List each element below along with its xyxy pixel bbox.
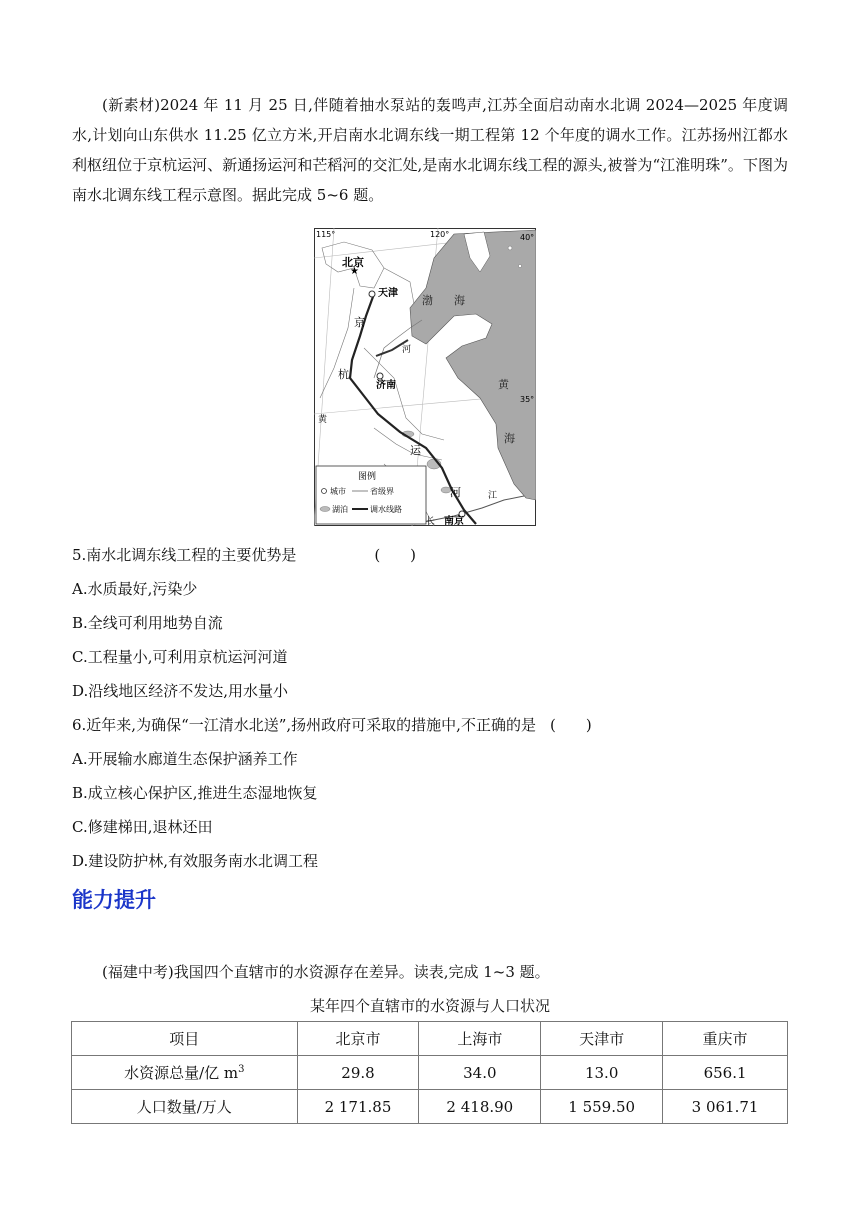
water-population-table	[71, 1021, 788, 1124]
table-cell: 29.8	[297, 1056, 419, 1090]
question-6-option-c: C.修建梯田,退林还田	[72, 818, 213, 836]
answer-bracket: ( )	[374, 546, 417, 564]
sea-label: 黄	[498, 378, 509, 391]
city-label: 南京	[444, 516, 464, 526]
star-icon: ★	[350, 266, 359, 277]
table-cell: 34.0	[419, 1056, 541, 1090]
river-label: 长	[426, 517, 436, 526]
question-6-option-b: B.成立核心保护区,推进生态湿地恢复	[72, 784, 318, 802]
river-label: 河	[402, 345, 412, 355]
table-cell: 656.1	[663, 1056, 788, 1090]
lon-label: 120°	[430, 230, 450, 239]
city-label: 天津	[378, 288, 398, 299]
river-label: 江	[488, 491, 498, 501]
legend-item: 调水线路	[370, 505, 402, 514]
table-cell: 2 171.85	[297, 1090, 419, 1124]
table-header-cell: 上海市	[419, 1022, 541, 1056]
table-header-cell: 天津市	[541, 1022, 663, 1056]
intro-text: 2024 年 11 月 25 日,伴随着抽水泵站的轰鸣声,江苏全面启动南水北调 2024—2025 年度调水,计划向山东供水 11.25 亿立方米,开启南水北调东线一期工程第 12 个年度的调水工作。江苏扬州江都水利枢纽位于京杭运河、新通扬运河和芒稻河的交汇处,是南水北调东线工程的源头,被誉为“江淮明珠”。下图为南水北调东线工程示意图。据此完成 5~6 题。	[72, 96, 788, 204]
row-label: 水资源总量/亿 $m^3$	[72, 1056, 298, 1090]
question-5-option-c: C.工程量小,可利用京杭运河河道	[72, 648, 288, 666]
intro2-text: 我国四个直辖市的水资源存在差异。读表,完成 1~3 题。	[173, 963, 550, 981]
question-6-stem: 6.近年来,为确保“一江清水北送”,扬州政府可采取的措施中,不正确的是 ( )	[72, 716, 592, 734]
sea-label: 海	[504, 432, 515, 445]
table-header-cell: 项目	[72, 1022, 298, 1056]
legend-title: 图例	[358, 472, 377, 482]
sea-label: 渤	[422, 294, 433, 307]
question-5-option-b: B.全线可利用地势自流	[72, 614, 223, 632]
canal-label: 杭	[338, 368, 349, 381]
table-row	[72, 1056, 788, 1090]
answer-bracket: ( )	[549, 716, 592, 734]
lon-label: 115°	[316, 230, 336, 239]
question-5-option-d: D.沿线地区经济不发达,用水量小	[72, 682, 289, 700]
intro-source-tag: (新素材)	[102, 96, 161, 114]
table-header-cell: 重庆市	[663, 1022, 788, 1056]
section-title: 能力提升	[72, 888, 156, 912]
question-6-option-d: D.建设防护林,有效服务南水北调工程	[72, 852, 319, 870]
question-5-stem: 5.南水北调东线工程的主要优势是 ( )	[72, 546, 417, 564]
canal-label: 运	[410, 444, 421, 457]
table-header-row	[72, 1022, 788, 1056]
table-cell: 2 418.90	[419, 1090, 541, 1124]
sea-label: 海	[454, 294, 465, 307]
table-cell: 13.0	[541, 1056, 663, 1090]
intro2-source-tag: (福建中考)	[102, 963, 174, 981]
lat-label: 40°	[520, 233, 535, 242]
legend-item: 湖泊	[332, 505, 348, 514]
river-label: 黄	[318, 415, 328, 425]
question-6-option-a: A.开展输水廊道生态保护涵养工作	[72, 750, 298, 768]
table-caption: 某年四个直辖市的水资源与人口状况	[309, 997, 550, 1015]
canal-label: 河	[450, 486, 461, 499]
row-label: 人口数量/万人	[72, 1090, 298, 1124]
city-label: 北京	[342, 256, 364, 269]
intro2-paragraph	[72, 961, 550, 983]
question-5-option-a: A.水质最好,污染少	[72, 580, 198, 598]
legend-item: 城市	[330, 487, 346, 496]
table-cell: 1 559.50	[541, 1090, 663, 1124]
legend-item: 省级界	[370, 487, 394, 496]
lat-label: 35°	[520, 395, 535, 404]
east-route-map	[314, 228, 536, 526]
table-cell: 3 061.71	[663, 1090, 788, 1124]
canal-label: 京	[354, 316, 365, 329]
table-header-cell: 北京市	[297, 1022, 419, 1056]
table-row	[72, 1090, 788, 1124]
intro-paragraph	[72, 90, 788, 210]
city-label: 济南	[376, 380, 396, 391]
